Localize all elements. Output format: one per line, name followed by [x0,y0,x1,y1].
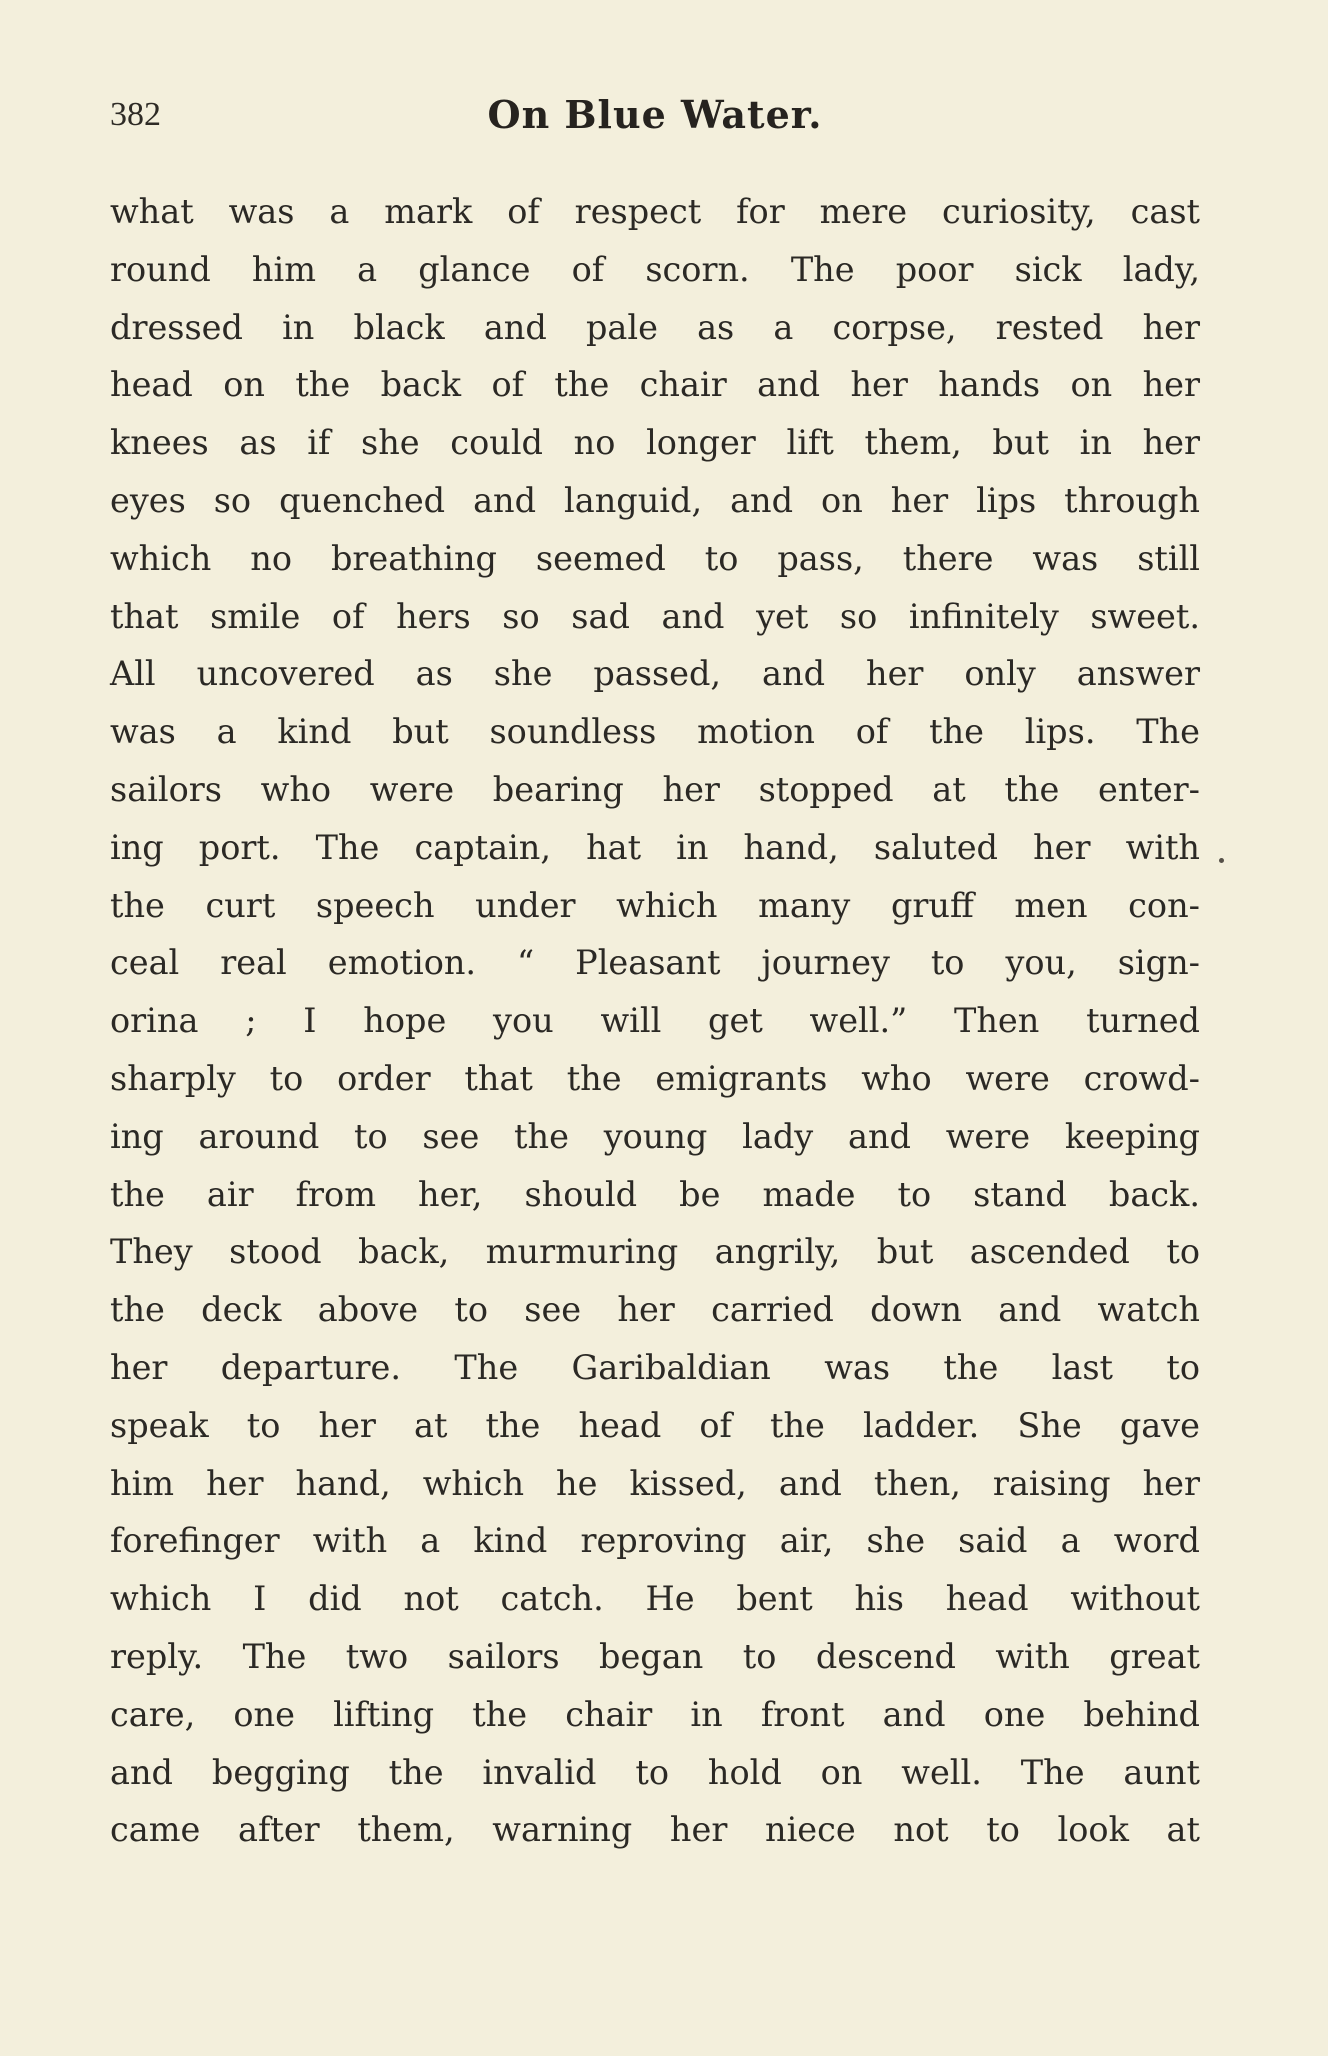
text-line: forefinger with a kind reproving air, she said a word [110,1521,1200,1561]
ink-speck [1219,858,1224,863]
text-line: eyes so quenched and languid, and on her lips through [110,480,1200,520]
text-line: sailors who were bearing her stopped at the enter- [110,769,1200,809]
running-head [110,92,1200,146]
text-line: ing port. The captain, hat in hand, saluted her with [110,827,1200,867]
text-line: round him a glance of scorn. The poor sick lady, [110,249,1200,289]
text-line: what was a mark of respect for mere curiosity, cast [110,192,1200,231]
text-line: and begging the invalid to hold on well. The aunt [110,1752,1200,1792]
text-line: sharply to order that the emigrants who were crowd- [110,1058,1200,1098]
text-line: him her hand, which he kissed, and then, raising her [110,1463,1200,1503]
body-text [110,183,1200,1859]
text-line: ceal real emotion. “ Pleasant journey to you, sign- [110,943,1200,983]
text-line: orina ; I hope you will get well.” Then turned [110,1001,1200,1041]
text-line: which no breathing seemed to pass, there was still [110,538,1200,578]
text-line: which I did not catch. He bent his head without [110,1579,1200,1619]
text-line: reply. The two sailors began to descend with great [110,1636,1200,1676]
text-line: the curt speech under which many gruff men con- [110,885,1200,925]
text-line: All uncovered as she passed, and her only answer [110,654,1200,694]
text-line: They stood back, murmuring angrily, but ascended to [110,1232,1200,1272]
text-line: was a kind but soundless motion of the lips. The [110,712,1200,752]
text-line: came after them, warning her niece not to look at [110,1810,1200,1850]
text-line: the deck above to see her carried down and watch [110,1290,1200,1330]
text-line: head on the back of the chair and her hands on her [110,365,1200,405]
text-line: speak to her at the head of the ladder. She gave [110,1405,1200,1445]
text-line: her departure. The Garibaldian was the last to [110,1347,1200,1387]
text-line: that smile of hers so sad and yet so infinitely sweet. [110,596,1200,636]
page-number: 382 [110,96,161,133]
text-line: care, one lifting the chair in front and one behind [110,1694,1200,1734]
text-line: ing around to see the young lady and were keeping [110,1116,1200,1156]
text-line: dressed in black and pale as a corpse, rested her [110,307,1200,347]
running-title: On Blue Water. [487,92,823,137]
text-line: the air from her, should be made to stand back. [110,1174,1200,1214]
text-line: knees as if she could no longer lift them, but in her [110,423,1200,463]
